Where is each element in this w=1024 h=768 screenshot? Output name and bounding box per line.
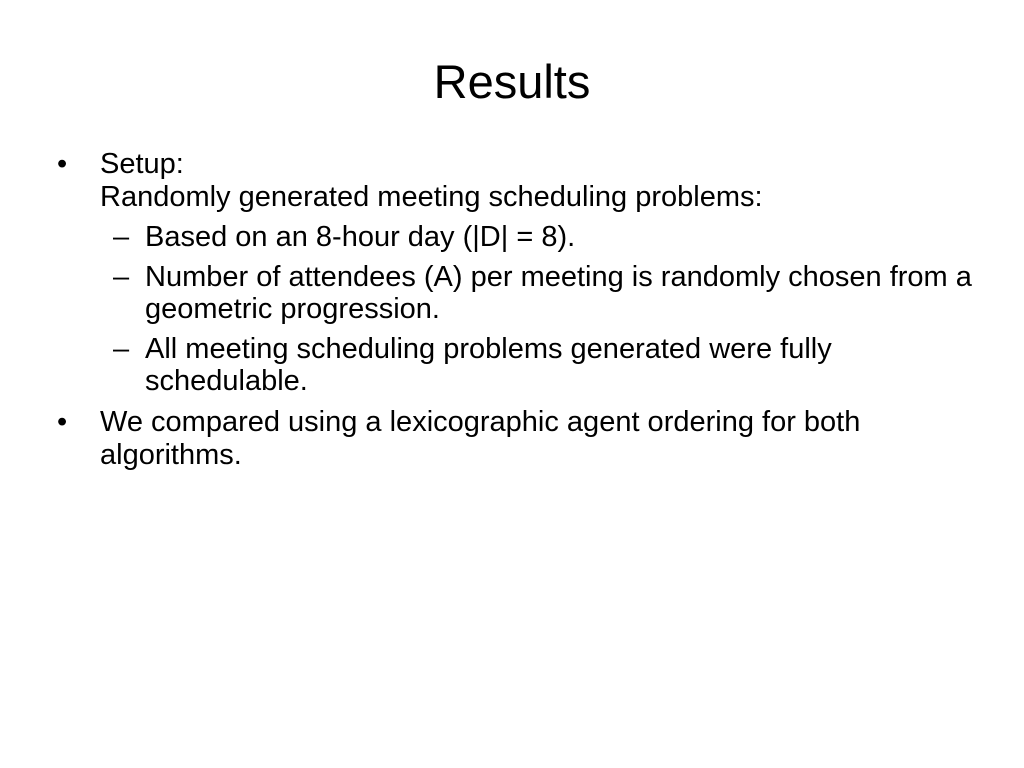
- sub-list: [0, 221, 1024, 397]
- sub-item-text: All meeting scheduling problems generated were fully schedulable.: [145, 333, 832, 397]
- sub-item: [0, 261, 975, 325]
- bullet-list: [0, 148, 1024, 481]
- bullet-item-comparison: [0, 406, 1024, 472]
- sub-item: [0, 333, 975, 397]
- sub-item: [0, 221, 975, 253]
- dash-icon: –: [113, 221, 130, 253]
- bullet-row: [0, 406, 960, 472]
- bullet-icon: •: [57, 148, 68, 180]
- bullet-text-line: We compared using a lexicographic agent ordering for both algorithms.: [100, 406, 861, 471]
- bullet-text-line: Randomly generated meeting scheduling problems:: [100, 181, 763, 213]
- dash-icon: –: [113, 261, 130, 293]
- slide-title: Results: [433, 55, 591, 108]
- bullet-row: [0, 148, 960, 214]
- bullet-text-line: Setup:: [100, 148, 184, 180]
- sub-item-text: Based on an 8-hour day (|D| = 8).: [145, 221, 576, 253]
- dash-icon: –: [113, 333, 130, 365]
- bullet-item-setup: [0, 148, 1024, 397]
- sub-item-text: Number of attendees (A) per meeting is randomly chosen from a geometric progression.: [145, 261, 972, 325]
- bullet-icon: •: [57, 406, 68, 438]
